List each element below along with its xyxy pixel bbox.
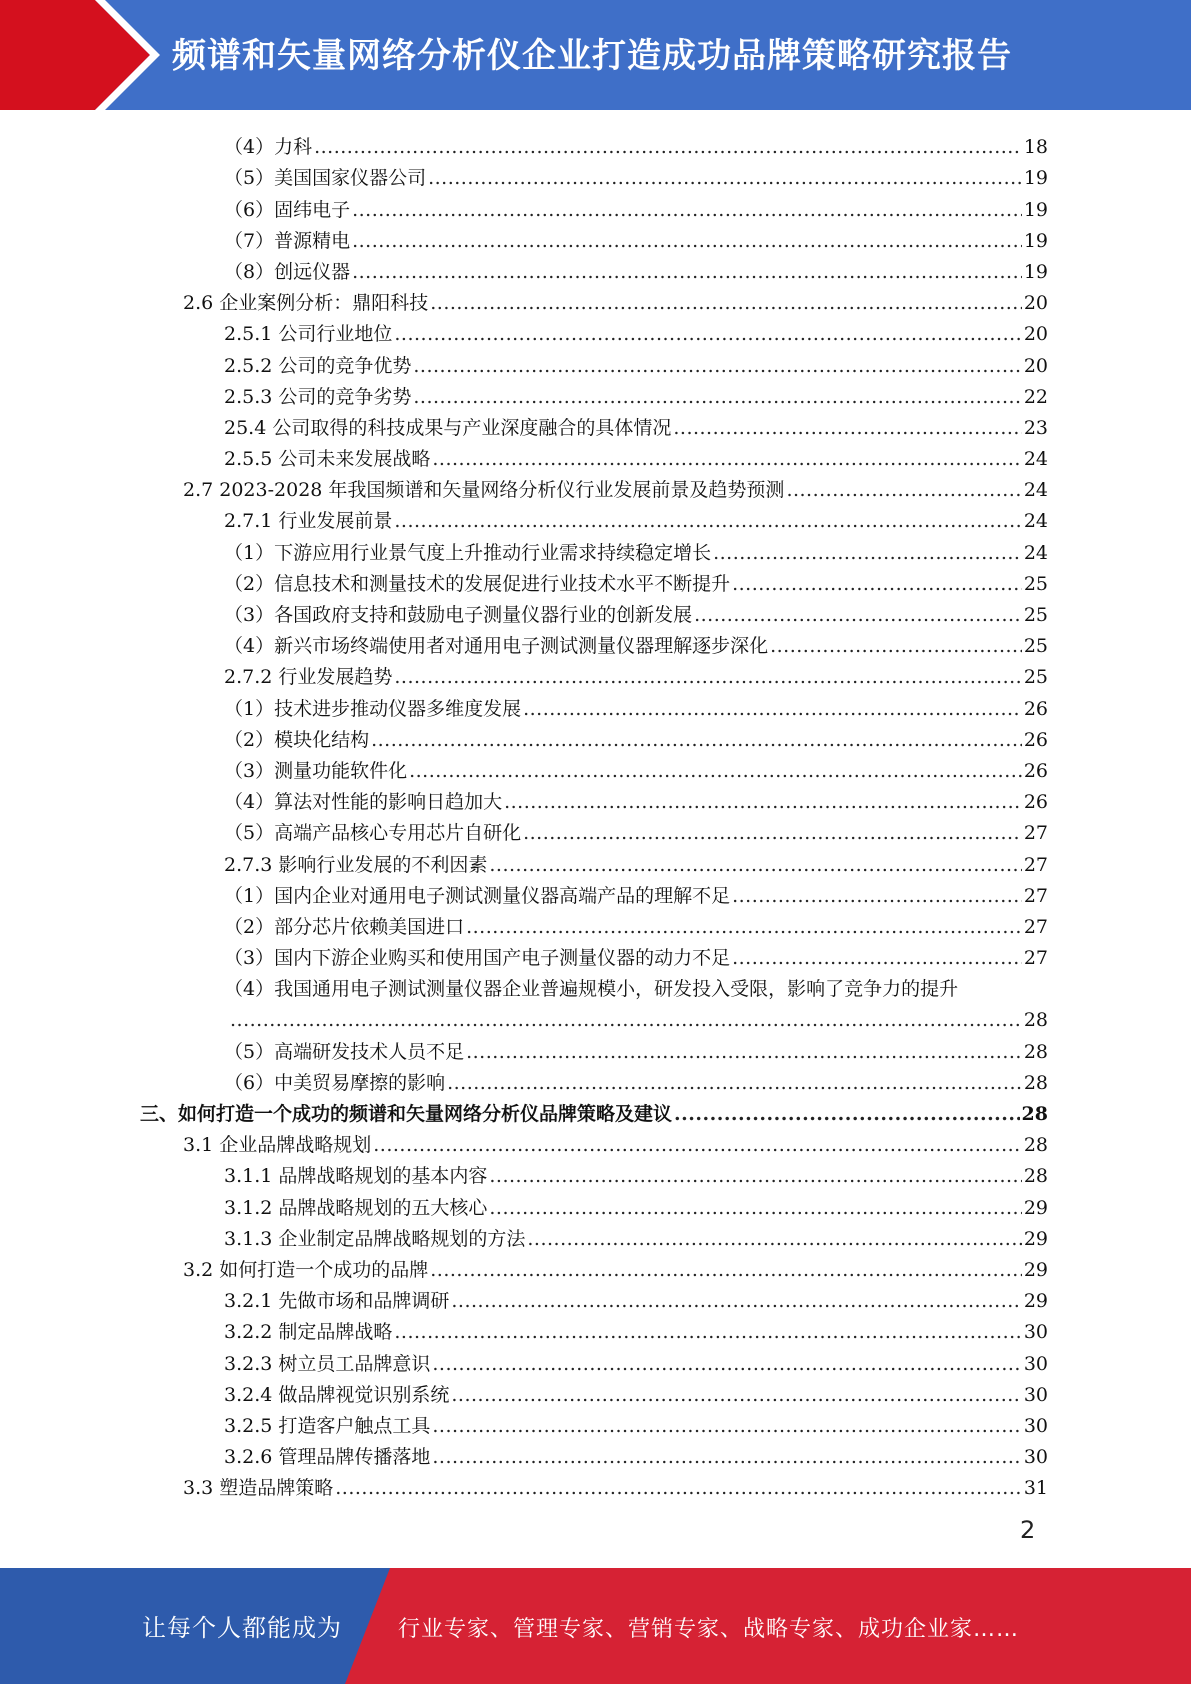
toc-entry-page: 24 xyxy=(1023,479,1048,502)
toc-dot-leader xyxy=(504,790,1022,814)
toc-entry-label: 2.7.1 行业发展前景 xyxy=(224,510,393,533)
toc-entry[interactable] xyxy=(140,596,1048,627)
toc-entry-page: 20 xyxy=(1023,292,1048,315)
toc-entry[interactable] xyxy=(140,783,1048,814)
toc-entry-page: 24 xyxy=(1023,510,1048,533)
toc-entry-page: 26 xyxy=(1023,697,1048,720)
toc-dot-leader xyxy=(352,198,1022,222)
toc-entry-label: 3.2.2 制定品牌战略 xyxy=(224,1321,393,1344)
toc-entry-page: 30 xyxy=(1023,1414,1048,1437)
toc-dot-leader xyxy=(430,1258,1022,1282)
toc-entry[interactable] xyxy=(140,1188,1048,1219)
toc-entry-label: 3.2.6 管理品牌传播落地 xyxy=(224,1446,431,1469)
toc-entry[interactable] xyxy=(140,1126,1048,1157)
toc-entry[interactable] xyxy=(140,253,1048,284)
toc-entry[interactable] xyxy=(140,1282,1048,1313)
toc-entry[interactable] xyxy=(140,1032,1048,1063)
toc-entry-label: （3）测量功能软件化 xyxy=(224,759,408,782)
toc-entry-page: 25 xyxy=(1023,572,1048,595)
toc-dot-leader xyxy=(489,1164,1021,1188)
toc-entry-label: （2）模块化结构 xyxy=(224,728,370,751)
toc-entry-page: 27 xyxy=(1023,822,1048,845)
toc-dot-leader xyxy=(466,1040,1022,1064)
toc-entry[interactable] xyxy=(140,315,1048,346)
toc-entry[interactable] xyxy=(140,502,1048,533)
toc-entry-label: （5）高端研发技术人员不足 xyxy=(224,1040,465,1063)
toc-entry-label: 2.5.5 公司未来发展战略 xyxy=(224,448,431,471)
toc-dot-leader xyxy=(786,478,1021,502)
toc-entry-page: 27 xyxy=(1023,915,1048,938)
toc-dot-leader xyxy=(523,821,1022,845)
toc-dot-leader xyxy=(432,1445,1021,1469)
toc-entry[interactable] xyxy=(140,627,1048,658)
toc-dot-leader xyxy=(371,728,1022,752)
toc-entry-page: 20 xyxy=(1023,323,1048,346)
toc-entry[interactable] xyxy=(140,1407,1048,1438)
toc-entry[interactable] xyxy=(140,471,1048,502)
toc-entry[interactable] xyxy=(140,128,1048,159)
toc-dot-leader xyxy=(732,884,1022,908)
toc-entry-label: 3.1.2 品牌战略规划的五大核心 xyxy=(224,1196,488,1219)
toc-dot-leader xyxy=(713,541,1022,565)
toc-entry-label: （6）中美贸易摩擦的影响 xyxy=(224,1071,446,1094)
toc-entry[interactable] xyxy=(140,159,1048,190)
toc-entry-label: （3）各国政府支持和鼓励电子测量仪器行业的创新发展 xyxy=(224,604,693,626)
toc-entry-label: 2.5.1 公司行业地位 xyxy=(224,323,393,346)
toc-entry-label: 3.2 如何打造一个成功的品牌 xyxy=(183,1258,429,1281)
toc-dot-leader xyxy=(335,1476,1022,1500)
toc-entry-label: （7）普源精电 xyxy=(224,229,351,252)
toc-entry-page: 18 xyxy=(1023,136,1048,159)
toc-entry[interactable] xyxy=(140,1001,1048,1032)
toc-dot-leader xyxy=(373,1133,1022,1157)
toc-entry-page: 27 xyxy=(1023,884,1048,907)
toc-entry-page: 30 xyxy=(1023,1446,1048,1469)
report-title: 频谱和矢量网络分析仪企业打造成功品牌策略研究报告 xyxy=(172,36,1012,76)
toc-entry[interactable] xyxy=(140,1344,1048,1375)
toc-entry-label: 3.2.5 打造客户触点工具 xyxy=(224,1414,431,1437)
toc-entry-label: （5）高端产品核心专用芯片自研化 xyxy=(224,822,522,845)
toc-dot-leader xyxy=(409,759,1022,783)
toc-dot-leader xyxy=(673,416,1021,440)
toc-entry-label: 三、如何打造一个成功的频谱和矢量网络分析仪品牌策略及建议 xyxy=(140,1103,673,1125)
toc-entry[interactable] xyxy=(140,721,1048,752)
toc-entry-label: （4）算法对性能的影响日趋加大 xyxy=(224,791,503,814)
toc-dot-leader xyxy=(466,915,1022,939)
toc-entry-label: 3.3 塑造品牌策略 xyxy=(183,1477,334,1500)
toc-entry-page: 26 xyxy=(1023,728,1048,751)
toc-entry[interactable] xyxy=(140,284,1048,315)
toc-entry-label: 2.7.2 行业发展趋势 xyxy=(224,666,393,689)
toc-entry-label: 3.2.4 做品牌视觉识别系统 xyxy=(224,1383,450,1406)
toc-entry[interactable] xyxy=(140,970,1048,1001)
toc-entry[interactable] xyxy=(140,939,1048,970)
toc-entry-page: 28 xyxy=(1023,1071,1048,1094)
toc-entry-page: 28 xyxy=(1023,1134,1048,1157)
toc-dot-leader xyxy=(432,1414,1021,1438)
toc-entry-label: （2）部分芯片依赖美国进口 xyxy=(224,915,465,938)
toc-entry-label: （6）固纬电子 xyxy=(224,198,351,221)
toc-entry-label: （1）国内企业对通用电子测试测量仪器高端产品的理解不足 xyxy=(224,884,731,907)
toc-entry[interactable] xyxy=(140,908,1048,939)
toc-entry-label: 3.2.3 树立员工品牌意识 xyxy=(224,1352,431,1375)
toc-dot-leader xyxy=(230,1008,1022,1032)
toc-entry-page: 25 xyxy=(1023,666,1048,689)
toc-entry-page: 19 xyxy=(1023,229,1048,252)
toc-entry-label: 3.1 企业品牌战略规划 xyxy=(183,1134,372,1157)
toc-entry-label: （4）力科 xyxy=(224,136,313,159)
toc-dot-leader xyxy=(527,1227,1021,1251)
toc-entry[interactable] xyxy=(140,1469,1048,1500)
toc-entry[interactable] xyxy=(140,1251,1048,1282)
toc-entry[interactable] xyxy=(140,689,1048,720)
toc-entry[interactable] xyxy=(140,409,1048,440)
toc-entry-page: 24 xyxy=(1023,541,1048,564)
toc-entry-label: （4）新兴市场终端使用者对通用电子测试测量仪器理解逐步深化 xyxy=(224,635,769,658)
toc-entry-page: 28 xyxy=(1023,1165,1048,1188)
toc-entry[interactable] xyxy=(140,814,1048,845)
toc-entry[interactable] xyxy=(140,440,1048,471)
toc-entry[interactable] xyxy=(140,533,1048,564)
toc-entry[interactable] xyxy=(140,222,1048,253)
toc-entry[interactable] xyxy=(140,658,1048,689)
toc-entry-label: （2）信息技术和测量技术的发展促进行业技术水平不断提升 xyxy=(224,572,731,595)
toc-entry-page: 30 xyxy=(1023,1321,1048,1344)
toc-dot-leader xyxy=(352,229,1022,253)
toc-dot-leader xyxy=(432,1352,1021,1376)
toc-entry-page: 28 xyxy=(1021,1103,1048,1125)
toc-dot-leader xyxy=(523,697,1022,721)
toc-entry-label: 25.4 公司取得的科技成果与产业深度融合的具体情况 xyxy=(224,416,672,439)
footer-slogan-left: 让每个人都能成为 xyxy=(142,1614,342,1642)
toc-dot-leader xyxy=(432,447,1021,471)
toc-dot-leader xyxy=(413,354,1021,378)
toc-entry[interactable] xyxy=(140,1220,1048,1251)
toc-entry-page: 19 xyxy=(1023,198,1048,221)
page-header xyxy=(0,0,1191,110)
toc-entry-page: 19 xyxy=(1023,167,1048,190)
toc-entry-label: 3.2.1 先做市场和品牌调研 xyxy=(224,1290,450,1313)
toc-entry[interactable] xyxy=(140,1095,1048,1126)
toc-entry[interactable] xyxy=(140,1313,1048,1344)
toc-dot-leader xyxy=(732,572,1022,596)
toc-entry-page: 31 xyxy=(1023,1477,1048,1500)
toc-dot-leader xyxy=(770,634,1022,658)
toc-entry[interactable] xyxy=(140,565,1048,596)
toc-entry[interactable] xyxy=(140,845,1048,876)
toc-dot-leader xyxy=(394,509,1021,533)
toc-entry[interactable] xyxy=(140,752,1048,783)
footer-slogan-right: 行业专家、管理专家、营销专家、战略专家、成功企业家…… xyxy=(398,1617,1020,1642)
toc-dot-leader xyxy=(430,291,1022,315)
toc-dot-leader xyxy=(352,260,1022,284)
toc-dot-leader xyxy=(314,135,1022,159)
toc-dot-leader xyxy=(732,946,1022,970)
toc-dot-leader xyxy=(447,1071,1022,1095)
toc-entry-page: 30 xyxy=(1023,1352,1048,1375)
toc-entry-page: 29 xyxy=(1023,1227,1048,1250)
toc-entry-page: 23 xyxy=(1023,416,1048,439)
toc-dot-leader xyxy=(394,665,1021,689)
toc-entry-page: 29 xyxy=(1023,1258,1048,1281)
toc-entry[interactable] xyxy=(140,190,1048,221)
toc-entry-label: 3.1.3 企业制定品牌战略规划的方法 xyxy=(224,1227,526,1250)
toc-entry-label: （1）下游应用行业景气度上升推动行业需求持续稳定增长 xyxy=(224,541,712,564)
toc-entry[interactable] xyxy=(140,1157,1048,1188)
toc-entry-page: 27 xyxy=(1023,947,1048,970)
toc-dot-leader xyxy=(451,1383,1021,1407)
toc-entry-page: 28 xyxy=(1023,1040,1048,1063)
toc-entry-label: 3.1.1 品牌战略规划的基本内容 xyxy=(224,1165,488,1188)
toc-entry-label: 2.5.3 公司的竞争劣势 xyxy=(224,385,412,408)
toc-entry-label: （3）国内下游企业购买和使用国产电子测量仪器的动力不足 xyxy=(224,947,731,970)
toc-dot-leader xyxy=(451,1289,1021,1313)
toc-dot-leader xyxy=(489,1196,1021,1220)
toc-entry[interactable] xyxy=(140,378,1048,409)
toc-entry-label: （8）创远仪器 xyxy=(224,260,351,283)
toc-entry-label: 2.7 2023-2028 年我国频谱和矢量网络分析仪行业发展前景及趋势预测 xyxy=(183,479,785,502)
toc-dot-leader xyxy=(674,1102,1020,1126)
toc-entry-page: 25 xyxy=(1023,604,1048,626)
toc-entry[interactable] xyxy=(140,346,1048,377)
toc-entry-label: 2.7.3 影响行业发展的不利因素 xyxy=(224,853,488,876)
toc-entry-page: 26 xyxy=(1023,759,1048,782)
toc-entry-page: 26 xyxy=(1023,791,1048,814)
toc-entry-page: 30 xyxy=(1023,1383,1048,1406)
toc-dot-leader xyxy=(489,853,1021,877)
toc-entry-page: 29 xyxy=(1023,1290,1048,1313)
toc-entry-label: 2.6 企业案例分析：鼎阳科技 xyxy=(183,292,429,315)
toc-dot-leader xyxy=(394,322,1021,346)
toc-entry-page: 29 xyxy=(1023,1196,1048,1219)
toc-entry-page: 19 xyxy=(1023,260,1048,283)
header-red-chevron xyxy=(0,0,150,110)
toc-entry-page: 27 xyxy=(1023,853,1048,876)
toc-entry[interactable] xyxy=(140,1438,1048,1469)
toc-dot-leader xyxy=(428,166,1022,190)
toc-entry-page: 22 xyxy=(1023,385,1048,408)
toc-dot-leader xyxy=(394,1320,1021,1344)
toc-entry[interactable] xyxy=(140,1376,1048,1407)
toc-entry-page: 25 xyxy=(1023,635,1048,658)
toc-entry-page: 28 xyxy=(1023,1009,1048,1032)
toc-dot-leader xyxy=(694,603,1022,627)
toc-entry-label: （1）技术进步推动仪器多维度发展 xyxy=(224,697,522,720)
toc-entry-label: （4）我国通用电子测试测量仪器企业普遍规模小，研发投入受限，影响了竞争力的提升 xyxy=(224,978,959,1001)
toc-entry-page: 24 xyxy=(1023,448,1048,471)
toc-entry-page: 20 xyxy=(1023,354,1048,377)
table-of-contents xyxy=(140,128,1048,1500)
toc-entry[interactable] xyxy=(140,877,1048,908)
toc-dot-leader xyxy=(413,385,1021,409)
toc-entry-label: （5）美国国家仪器公司 xyxy=(224,167,427,190)
page-footer xyxy=(0,1568,1191,1684)
toc-entry[interactable] xyxy=(140,1064,1048,1095)
toc-entry-label: 2.5.2 公司的竞争优势 xyxy=(224,354,412,377)
page-number: 2 xyxy=(1020,1516,1036,1544)
